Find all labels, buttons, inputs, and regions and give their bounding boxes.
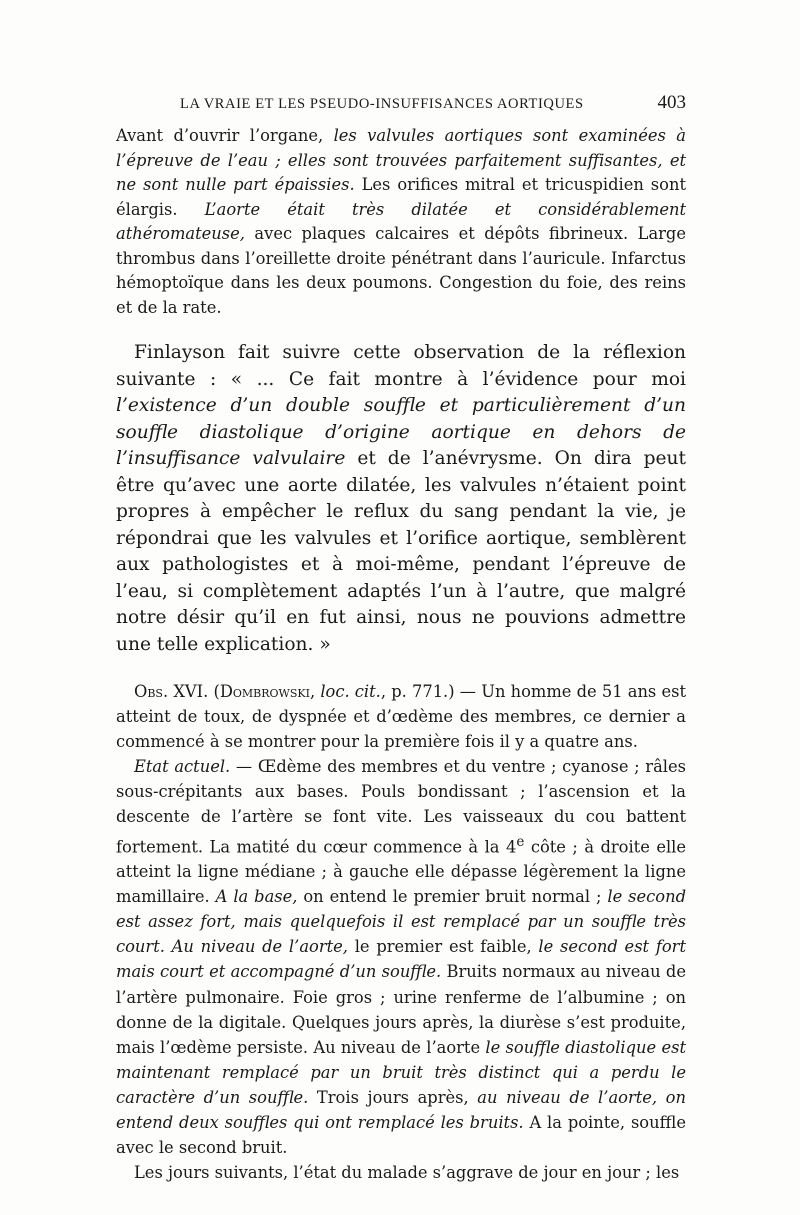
italic-run: l’existence d’un double souffle et particulièrement d’un souffle diastolique d’origine aortique en dehors de l’insuffisance valvulaire: [116, 395, 686, 469]
text-run: côte ; à droite elle atteint la ligne médiane ; à gauche elle dépasse légèrement la ligne mamillaire.: [116, 836, 687, 907]
observation-heading-paragraph: [116, 679, 686, 754]
text-run: Avant d’ouvrir l’organe,: [116, 126, 334, 145]
text-run: — Œdème des membres et du ventre ; cyanose ; râles sous-crépitants aux bases. Pouls bondissant ; l’ascension et la descente de l’artère se font vite. Les vaisseaux du cou battent fortement. La matité du cœur commence à la 4: [116, 757, 686, 856]
running-title: LA VRAIE ET LES PSEUDO-INSUFFISANCES AORTIQUES: [180, 96, 584, 112]
text-run: Les orifices mitral et tricuspidien sont élargis.: [116, 175, 686, 219]
etat-actuel-paragraph: [116, 754, 686, 1160]
author-name: Dombrowski: [219, 682, 310, 701]
running-header: [116, 92, 686, 114]
italic-run: le second est fort mais court et accompagné d’un souffle.: [116, 937, 686, 982]
italic-run: les valvules aortiques sont examinées à l’épreuve de l’eau ; elles sont trouvées parfaitement suffisantes, et ne sont nulle part épaissies.: [116, 126, 686, 194]
italic-run: L’aorte était très dilatée et considérablement athéromateuse,: [116, 199, 686, 243]
italic-run: au niveau de l’aorte, on entend deux souffles qui ont remplacé les bruits.: [116, 1087, 686, 1133]
text-run: , p. 771.) —: [380, 682, 482, 701]
finlayson-quote-paragraph: [116, 340, 686, 658]
italic-run: Etat actuel.: [134, 757, 231, 777]
last-line-paragraph: [116, 1160, 686, 1185]
book-page: [116, 92, 686, 1185]
text-run: Un homme de 51 ans est atteint de toux, de dyspnée et d’œdème des membres, ce dernier a commencé à se montrer pour la première fois il y a quatre ans.: [116, 682, 686, 752]
italic-run: le second est assez fort, mais quelquefois il est remplacé par un souffle très court. Au niveau de l’aorte,: [116, 887, 686, 957]
text-run: Trois jours après,: [308, 1087, 478, 1107]
observation-label: Obs. XVI.: [134, 682, 209, 701]
text-run: A la pointe, souffle avec le second bruit.: [116, 1113, 686, 1158]
text-run: avec plaques calcaires et dépôts fibrineux. Large thrombus dans l’oreillette droite pénétrant dans l’auricule. Infarctus hémoptoïque dans les deux poumons. Congestion du foie, des reins et de la rate.: [116, 224, 686, 317]
superscript: e: [516, 833, 525, 850]
italic-run: le souffle diastolique est maintenant remplacé par un bruit très distinct qui a perdu le caractère d’un souffle.: [116, 1037, 687, 1107]
text-run: ,: [309, 682, 321, 701]
text-run: le premier est faible,: [347, 937, 539, 957]
text-run: Bruits normaux au niveau de l’artère pulmonaire. Foie gros ; urine renferme de l’albumine ; on donne de la digitale. Quelques jours après, la diurèse s’est produite, mais l’œdème persiste. Au niveau de l’aorte: [116, 962, 686, 1057]
italic-run: A la base,: [215, 887, 298, 907]
text-run: Finlayson fait suivre cette observation de la réflexion suivante : « ... Ce fait montre à l’évidence pour moi: [116, 342, 686, 390]
text-run: (: [208, 682, 220, 701]
autopsy-paragraph: [116, 124, 686, 320]
text-run: on entend le premier bruit normal ;: [297, 887, 608, 907]
page-number: 403: [657, 92, 686, 113]
text-run: Les jours suivants, l’état du malade s’aggrave de jour en jour ; les: [134, 1163, 680, 1183]
italic-run: loc. cit.: [320, 682, 381, 701]
text-run: et de l’anévrysme. On dira peut être qu’avec une aorte dilatée, les valvules n’étaient point propres à empêcher le reflux du sang pendant la vie, je répondrai que les valvules et l’orifice aortique, semblèrent aux pathologistes et à moi-même, pendant l’épreuve de l’eau, si complètement adaptés l’un à l’autre, que malgré notre désir qu’il en fut ainsi, nous ne pouvions admettre une telle explication. »: [116, 448, 686, 655]
